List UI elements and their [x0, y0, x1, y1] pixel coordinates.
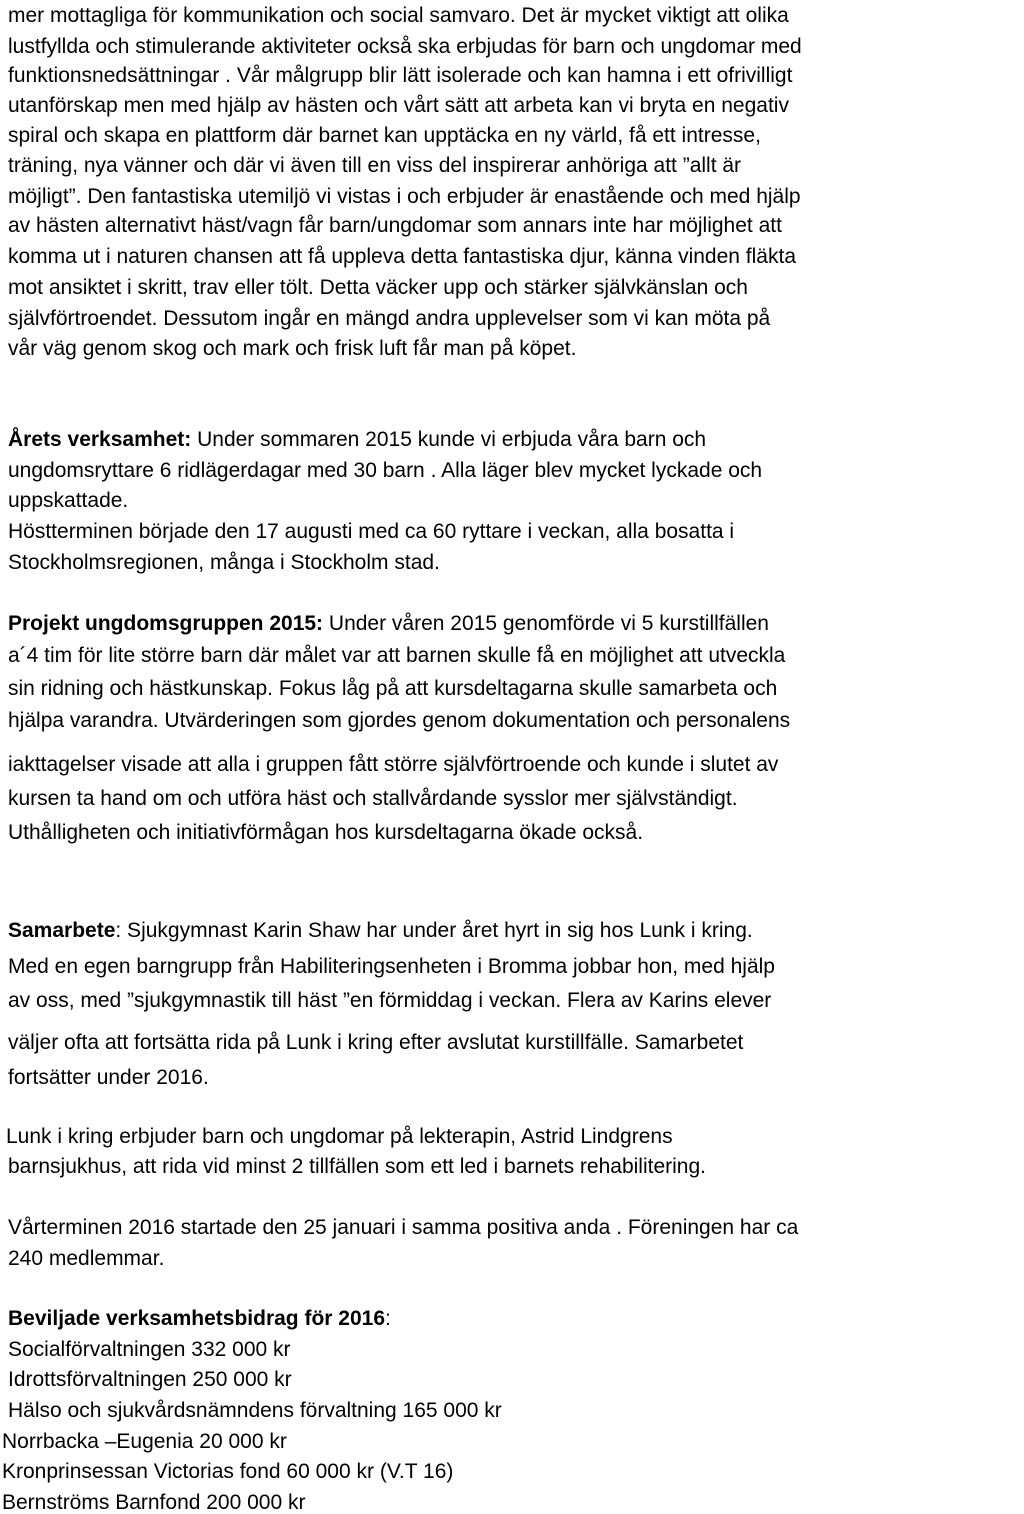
text-line: sin ridning och hästkunskap. Fokus låg på att kursdeltagarna skulle samarbeta och	[8, 677, 778, 700]
text-line: Uthålligheten och initiativförmågan hos kursdeltagarna ökade också.	[8, 821, 644, 844]
text-line	[8, 429, 706, 450]
text-line: väljer ofta att fortsätta rida på Lunk i kring efter avslutat kurstillfälle. Samarbetet	[8, 1031, 744, 1054]
list-item: Kronprinsessan Victorias fond 60 000 kr (V.T 16)	[2, 1460, 454, 1483]
text-line: vår väg genom skog och mark och frisk luft får man på köpet.	[8, 337, 577, 360]
list-item: Hälso och sjukvårdsnämndens förvaltning 165 000 kr	[8, 1399, 502, 1422]
text-line: av hästen alternativt häst/vagn får barn/ungdomar som annars inte har möjlighet att	[8, 214, 782, 237]
text-line: fortsätter under 2016.	[8, 1066, 209, 1089]
text-line: kursen ta hand om och utföra häst och stallvårdande sysslor mer självständigt.	[8, 787, 738, 810]
text-line	[8, 613, 769, 634]
text-line: iakttagelser visade att alla i gruppen fått större självförtroende och kunde i slutet av	[8, 753, 779, 776]
text-line	[8, 920, 753, 941]
section-heading: Samarbete	[8, 919, 116, 942]
list-item: Norrbacka –Eugenia 20 000 kr	[2, 1430, 287, 1453]
text-line: 240 medlemmar.	[8, 1247, 165, 1270]
text-line: Lunk i kring erbjuder barn och ungdomar på lekterapin, Astrid Lindgrens	[6, 1125, 673, 1148]
text-span: Under sommaren 2015 kunde vi erbjuda våra barn och	[191, 428, 707, 451]
text-line: spiral och skapa en plattform där barnet kan upptäcka en ny värld, få ett intresse,	[8, 124, 761, 147]
text-line: mer mottagliga för kommunikation och social samvaro. Det är mycket viktigt att olika	[8, 4, 789, 27]
text-line: möjligt”. Den fantastiska utemiljö vi vistas i och erbjuder är enastående och med hjälp	[8, 185, 801, 208]
text-span: : Sjukgymnast Karin Shaw har under året hyrt in sig hos Lunk i kring.	[115, 919, 753, 942]
section-heading: Beviljade verksamhetsbidrag för 2016	[8, 1307, 386, 1330]
text-line	[8, 1308, 391, 1329]
text-line: Höstterminen började den 17 augusti med ca 60 ryttare i veckan, alla bosatta i	[8, 520, 735, 543]
text-line: Vårterminen 2016 startade den 25 januari i samma positiva anda . Föreningen har ca	[8, 1216, 799, 1239]
text-line: ungdomsryttare 6 ridlägerdagar med 30 barn . Alla läger blev mycket lyckade och	[8, 459, 763, 482]
text-line: Stockholmsregionen, många i Stockholm stad.	[8, 551, 440, 574]
list-item: Bernströms Barnfond 200 000 kr	[2, 1491, 306, 1514]
text-span: :	[385, 1307, 391, 1330]
text-span: Under våren 2015 genomförde vi 5 kurstillfällen	[323, 612, 769, 635]
text-line: självförtroendet. Dessutom ingår en mängd andra upplevelser som vi kan möta på	[8, 307, 771, 330]
list-item: Socialförvaltningen 332 000 kr	[8, 1338, 291, 1361]
section-heading: Årets verksamhet:	[8, 428, 192, 451]
text-line: uppskattade.	[8, 489, 129, 512]
text-line: hjälpa varandra. Utvärderingen som gjordes genom dokumentation och personalens	[8, 709, 791, 732]
text-line: a´4 tim för lite större barn där målet var att barnen skulle få en möjlighet att utveckla	[8, 644, 786, 667]
text-line: barnsjukhus, att rida vid minst 2 tillfällen som ett led i barnets rehabilitering.	[8, 1155, 707, 1178]
text-line: lustfyllda och stimulerande aktiviteter också ska erbjudas för barn och ungdomar med	[8, 35, 802, 58]
text-line: komma ut i naturen chansen att få uppleva detta fantastiska djur, känna vinden fläkta	[8, 245, 796, 268]
text-line: funktionsnedsättningar . Vår målgrupp blir lätt isolerade och kan hamna i ett ofrivilligt	[8, 64, 793, 87]
list-item: Idrottsförvaltningen 250 000 kr	[8, 1368, 292, 1391]
text-line: utanförskap men med hjälp av hästen och vårt sätt att arbeta kan vi bryta en negativ	[8, 94, 789, 117]
text-line: Med en egen barngrupp från Habiliteringsenheten i Bromma jobbar hon, med hjälp	[8, 955, 775, 978]
section-heading: Projekt ungdomsgruppen 2015:	[8, 612, 324, 635]
text-line: av oss, med ”sjukgymnastik till häst ”en förmiddag i veckan. Flera av Karins elever	[8, 989, 772, 1012]
text-line: träning, nya vänner och där vi även till en viss del inspirerar anhöriga att ”allt är	[8, 154, 742, 177]
text-line: mot ansiktet i skritt, trav eller tölt. Detta väcker upp och stärker självkänslan och	[8, 276, 748, 299]
